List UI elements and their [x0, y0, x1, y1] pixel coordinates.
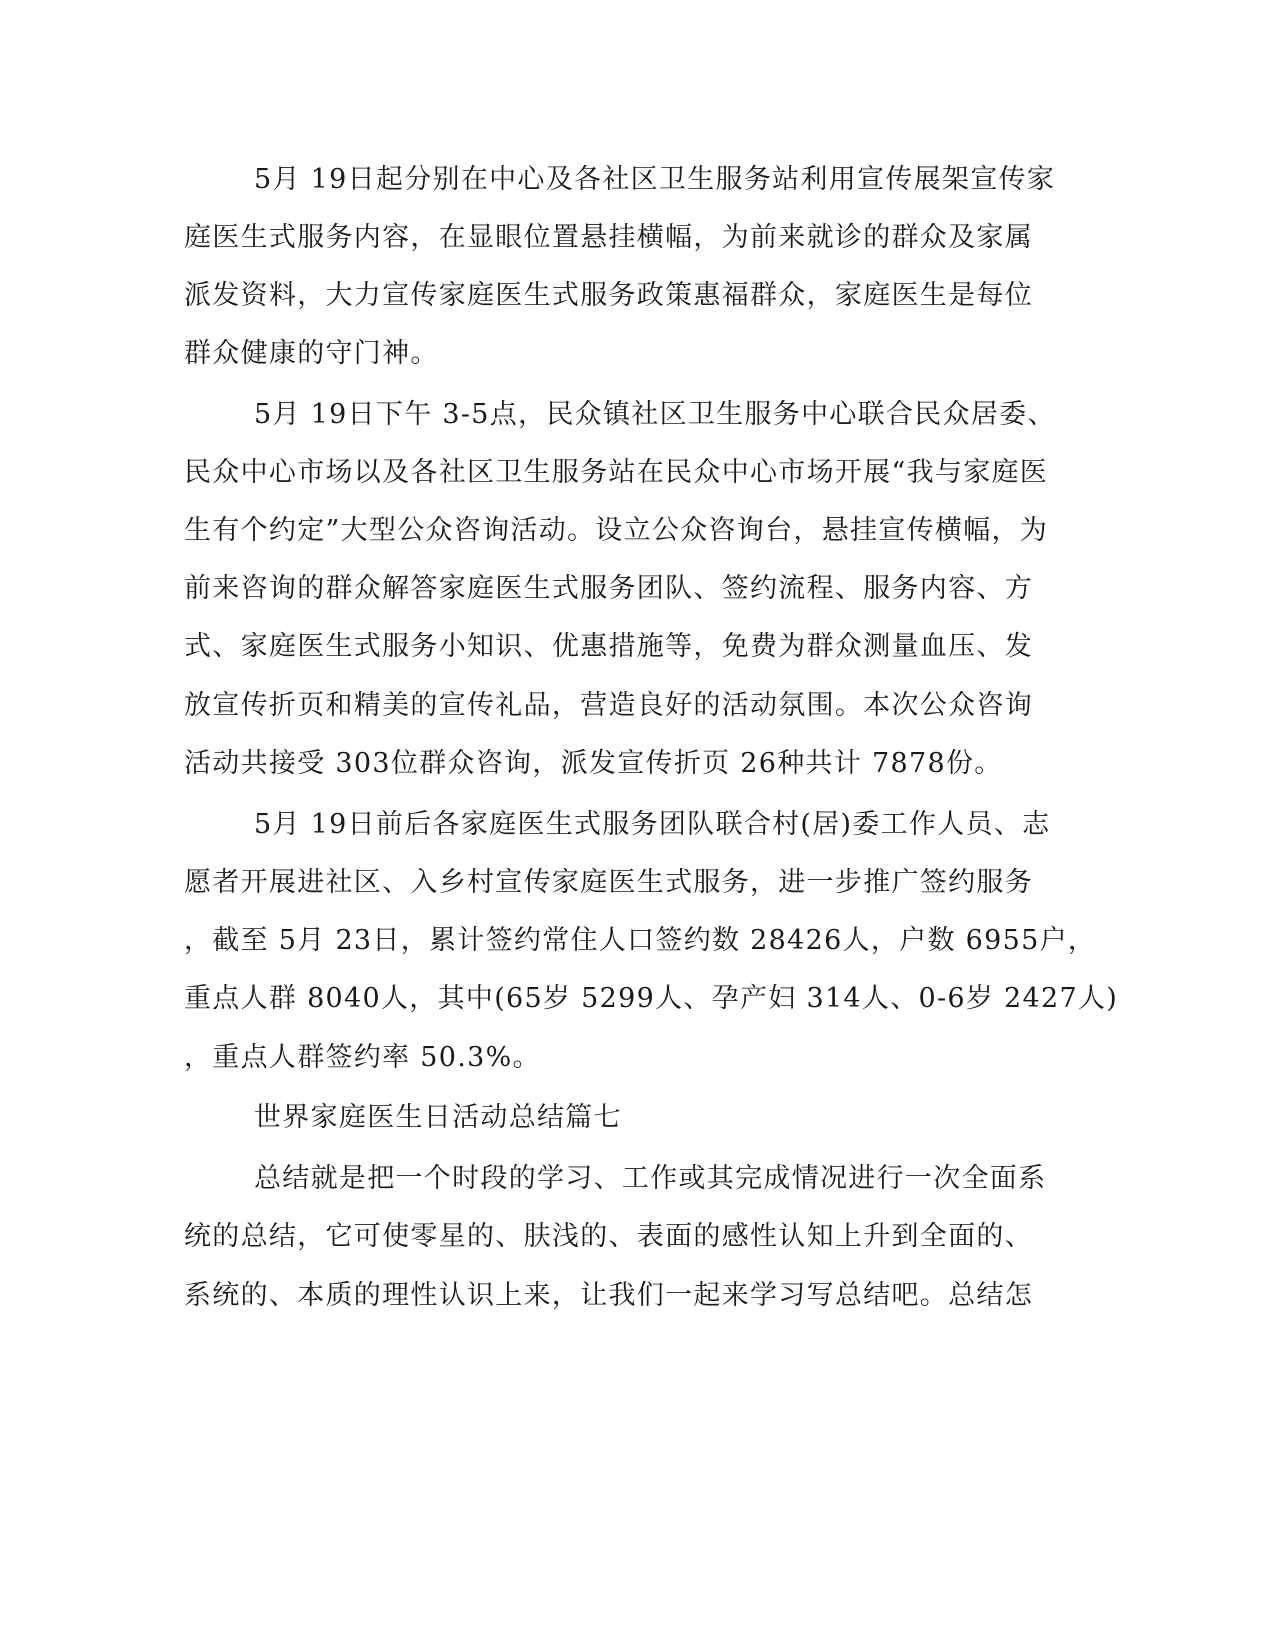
paragraph-line: 群众健康的守门神。	[184, 338, 439, 369]
paragraph-line: ，重点人群签约率 50.3%。	[184, 1042, 541, 1073]
paragraph-line: 5月 19日下午 3-5点，民众镇社区卫生服务中心联合民众居委、	[254, 399, 1056, 430]
paragraph-line: 活动共接受 303位群众咨询，派发宣传折页 26种共计 7878份。	[184, 748, 1003, 779]
paragraph-line: 放宣传折页和精美的宣传礼品，营造良好的活动氛围。本次公众咨询	[184, 690, 1033, 721]
paragraph-line: 5月 19日起分别在中心及各社区卫生服务站利用宣传展架宣传家	[254, 164, 1056, 195]
paragraph-line: ，截至 5月 23日，累计签约常住人口签约数 28426人，户数 6955户，	[184, 925, 1097, 956]
paragraph-line: 庭医生式服务内容，在显眼位置悬挂横幅，为前来就诊的群众及家属	[184, 222, 1033, 253]
paragraph-line: 民众中心市场以及各社区卫生服务站在民众中心市场开展“我与家庭医	[184, 457, 1049, 488]
paragraph-line: 5月 19日前后各家庭医生式服务团队联合村(居)委工作人员、志	[254, 809, 1051, 840]
paragraph-line: 前来咨询的群众解答家庭医生式服务团队、签约流程、服务内容、方	[184, 573, 1033, 604]
paragraph-line: 生有个约定”大型公众咨询活动。设立公众咨询台，悬挂宣传横幅，为	[184, 515, 1049, 546]
section-heading: 世界家庭医生日活动总结篇七	[254, 1102, 622, 1133]
paragraph-line: 总结就是把一个时段的学习、工作或其完成情况进行一次全面系	[254, 1163, 1047, 1194]
paragraph-line: 派发资料，大力宣传家庭医生式服务政策惠福群众，家庭医生是每位	[184, 280, 1033, 311]
paragraph-line: 重点人群 8040人，其中(65岁 5299人、孕产妇 314人、0-6岁 2427人)	[184, 983, 1119, 1014]
paragraph-line: 统的总结，它可使零星的、肤浅的、表面的感性认知上升到全面的、	[184, 1221, 1033, 1252]
paragraph-line: 愿者开展进社区、入乡村宣传家庭医生式服务，进一步推广签约服务	[184, 867, 1033, 898]
paragraph-line: 式、家庭医生式服务小知识、优惠措施等，免费为群众测量血压、发	[184, 631, 1033, 662]
paragraph-line: 系统的、本质的理性认识上来，让我们一起来学习写总结吧。总结怎	[184, 1280, 1033, 1311]
